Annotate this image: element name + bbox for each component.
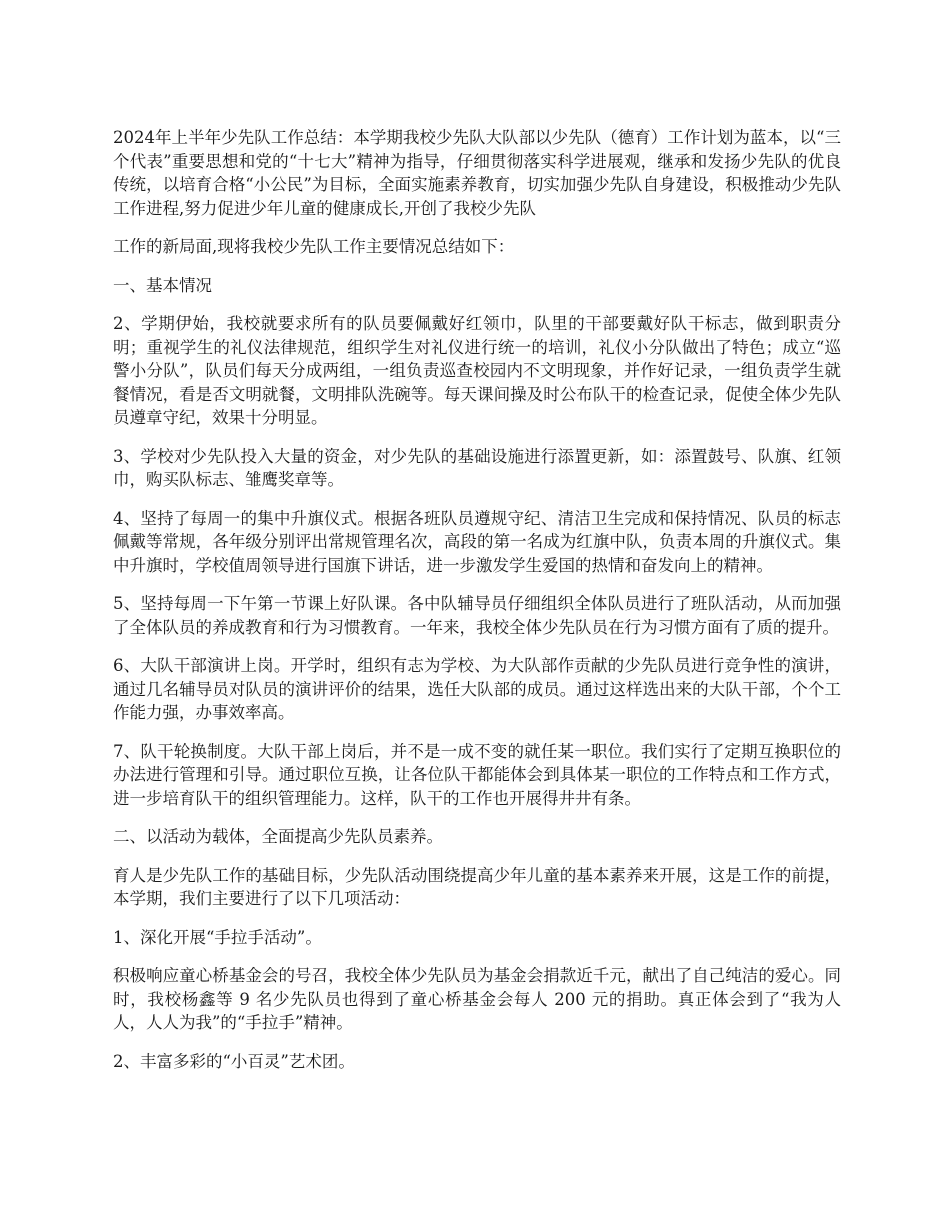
activity-heading-2: 2、丰富多彩的“小百灵”艺术团。 [113, 1051, 355, 1071]
intro-paragraph: 2024年上半年少先队工作总结：本学期我校少先队大队部以少先队（德育）工作计划为蓝本，以“三个代表”重要思想和党的“十七大”精神为指导，仔细贯彻落实科学进展观，继承和发扬少先队的优良传统，以培育合格“小公民”为目标，全面实施素养教育，切实加强少先队自身建设，积极推动少先队工作进程,努力促进少年儿童的健康成长,开创了我校少先队 [113, 128, 841, 218]
section-heading-activities: 二、以活动为载体，全面提高少先队员素养。 [113, 827, 443, 846]
paragraph-item-5: 5、坚持每周一下午第一节课上好队课。各中队辅导员仔细组织全体队员进行了班队活动，从而加强了全体队员的养成教育和行为习惯教育。一年来，我校全体少先队员在行为习惯方面有了质的提升。 [113, 594, 841, 637]
activity-paragraph-1: 积极响应童心桥基金会的号召，我校全体少先队员为基金会捐款近千元，献出了自己纯洁的爱心。同时，我校杨鑫等 9 名少先队员也得到了童心桥基金会每人 200 元的捐助。真正体会到了“我为人人，人人为我”的“手拉手”精神。 [113, 966, 841, 1032]
paragraph-item-2: 2、学期伊始，我校就要求所有的队员要佩戴好红领巾，队里的干部要戴好队干标志，做到职责分明；重视学生的礼仪法律规范，组织学生对礼仪进行统一的培训，礼仪小分队做出了特色；成立“巡警小分队”，队员们每天分成两组，一组负责巡查校园内不文明现象，并作好记录，一组负责学生就餐情况，看是否文明就餐，文明排队洗碗等。每天课间操及时公布队干的检查记录，促使全体少先队员遵章守纪，效果十分明显。 [113, 314, 841, 427]
paragraph-item-4: 4、坚持了每周一的集中升旗仪式。根据各班队员遵规守纪、清洁卫生完成和保持情况、队员的标志佩戴等常规，各年级分别评出常规管理名次，高段的第一名成为红旗中队，负责本周的升旗仪式。集中升旗时，学校值周领导进行国旗下讲话，进一步激发学生爱国的热情和奋发向上的精神。 [113, 508, 841, 575]
intro-continuation: 工作的新局面,现将我校少先队工作主要情况总结如下： [113, 237, 515, 256]
paragraph-item-3: 3、学校对少先队投入大量的资金，对少先队的基础设施进行添置更新，如：添置鼓号、队旗、红领巾，购买队标志、雏鹰奖章等。 [113, 446, 841, 489]
activity-heading-1: 1、深化开展“手拉手活动”。 [113, 927, 322, 947]
paragraph-item-6: 6、大队干部演讲上岗。开学时，组织有志为学校、为大队部作贡献的少先队员进行竞争性的演讲，通过几名辅导员对队员的演讲评价的结果，选任大队部的成员。通过这样选出来的大队干部，个个工作能力强，办事效率高。 [113, 656, 841, 722]
paragraph-item-7: 7、队干轮换制度。大队干部上岗后，并不是一成不变的就任某一职位。我们实行了定期互换职位的办法进行管理和引导。通过职位互换，让各位队干都能体会到具体某一职位的工作特点和工作方式，进一步培育队干的组织管理能力。这样，队干的工作也开展得井井有条。 [113, 741, 841, 808]
document-page [113, 126, 841, 1088]
section-heading-basic: 一、基本情况 [113, 275, 212, 295]
activities-intro: 育人是少先队工作的基础目标，少先队活动围绕提高少年儿童的基本素养来开展，这是工作的前提，本学期，我们主要进行了以下几项活动： [113, 865, 841, 908]
